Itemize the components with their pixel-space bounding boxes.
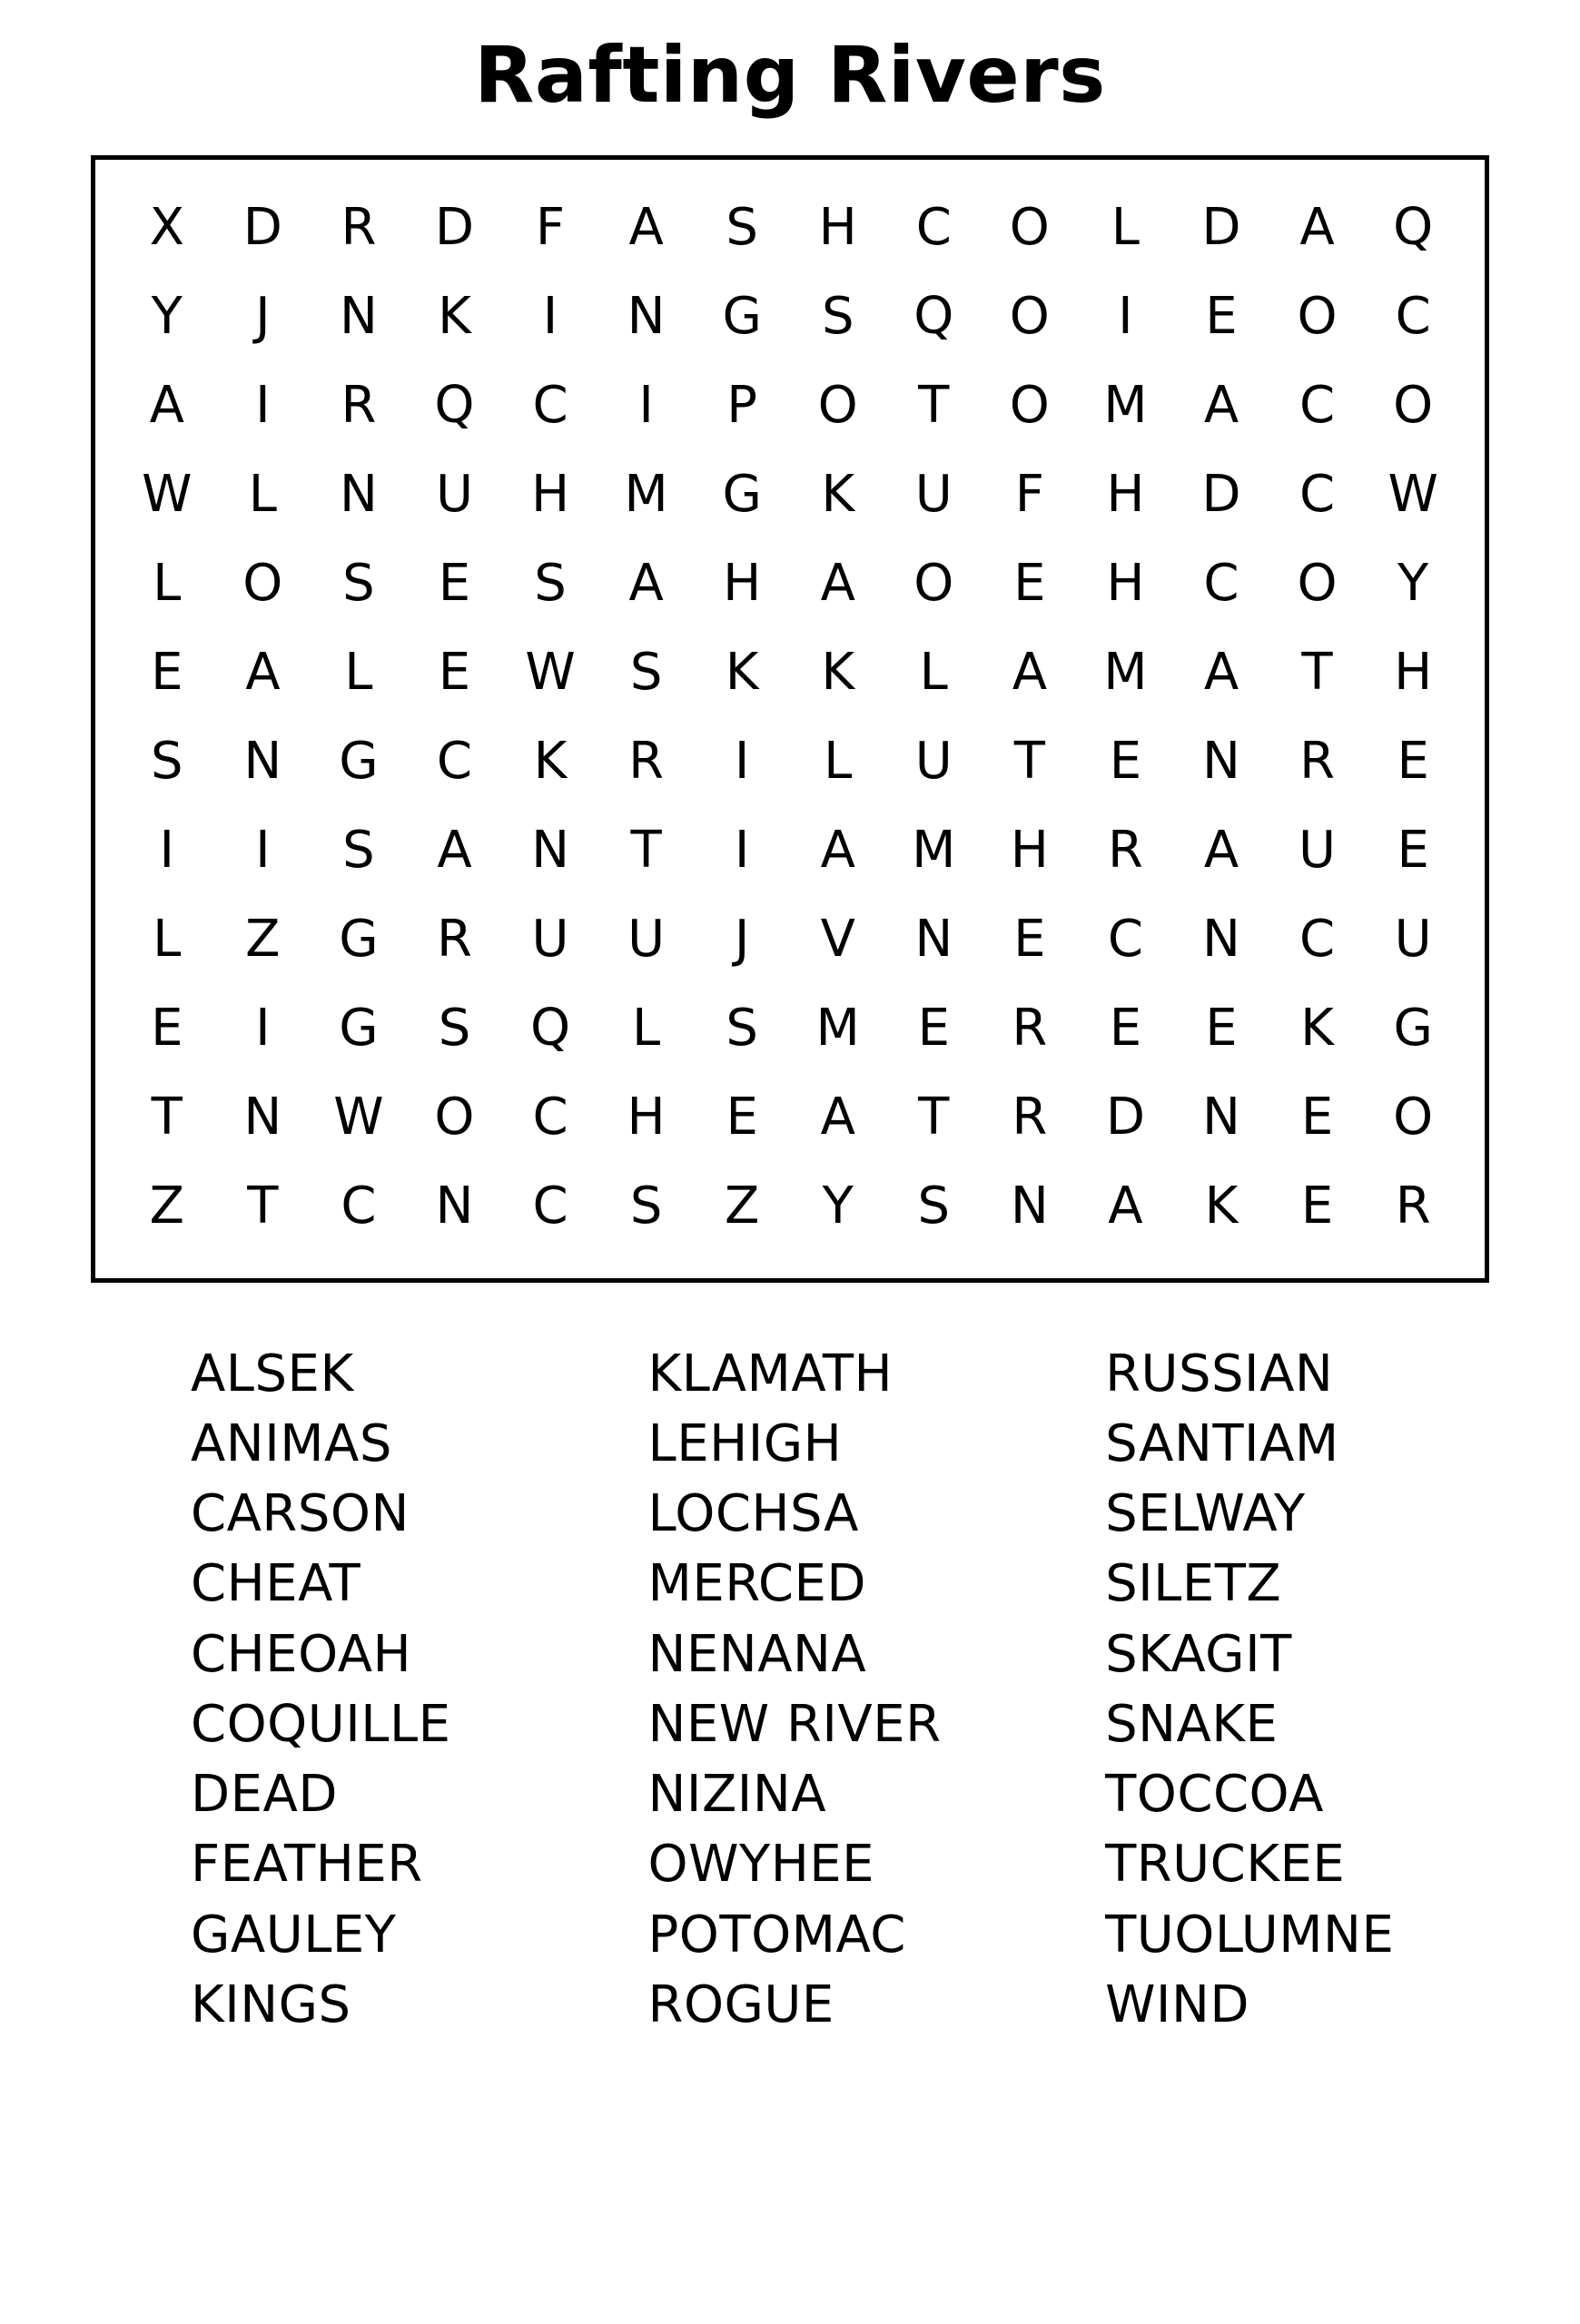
- grid-cell: G: [339, 998, 379, 1058]
- word-list-column-1: [191, 1339, 648, 2041]
- grid-cell: I: [255, 998, 271, 1058]
- grid-cell: M: [1103, 642, 1148, 702]
- word-list-item: RUSSIAN: [1105, 1344, 1334, 1403]
- grid-cell: I: [1118, 286, 1133, 346]
- word-list-item: LEHIGH: [647, 1413, 843, 1473]
- word-list-item: OWYHEE: [647, 1835, 875, 1895]
- word-list-item: ALSEK: [191, 1344, 354, 1403]
- grid-cell: I: [734, 820, 750, 880]
- grid-cell: R: [1299, 731, 1335, 791]
- grid-cell: A: [1108, 1176, 1143, 1236]
- grid-cell: S: [629, 1176, 663, 1236]
- grid-cell: W: [525, 642, 576, 702]
- grid-cell: S: [821, 286, 854, 346]
- grid-cell: C: [341, 1176, 377, 1236]
- grid-cell: N: [627, 286, 666, 346]
- grid-cell: I: [542, 286, 558, 346]
- word-list-item: ANIMAS: [191, 1413, 392, 1473]
- grid-cell: S: [151, 731, 183, 791]
- grid-cell: H: [1106, 553, 1145, 613]
- grid-cell: O: [913, 553, 954, 613]
- grid-cell: Q: [434, 375, 475, 435]
- grid-cell: A: [628, 197, 664, 257]
- puzzle-grid: [119, 183, 1461, 1251]
- grid-cell: I: [255, 820, 271, 880]
- grid-row: [119, 984, 1461, 1073]
- grid-cell: Q: [529, 998, 571, 1058]
- grid-cell: A: [820, 1087, 855, 1147]
- grid-cell: C: [915, 197, 952, 257]
- grid-row: [119, 895, 1461, 984]
- grid-cell: T: [1301, 642, 1333, 702]
- grid-cell: A: [1203, 375, 1239, 435]
- grid-cell: J: [734, 909, 750, 969]
- grid-cell: Y: [822, 1176, 854, 1236]
- grid-cell: O: [1393, 1087, 1434, 1147]
- grid-cell: Z: [724, 1176, 760, 1236]
- grid-cell: H: [1010, 820, 1049, 880]
- grid-cell: E: [1109, 731, 1142, 791]
- grid-cell: N: [914, 909, 953, 969]
- grid-cell: R: [1012, 1087, 1048, 1147]
- word-list-item: NIZINA: [647, 1765, 827, 1825]
- grid-cell: S: [629, 642, 663, 702]
- grid-cell: L: [919, 642, 948, 702]
- grid-cell: K: [1300, 998, 1334, 1058]
- grid-cell: K: [821, 464, 855, 524]
- grid-cell: E: [1397, 820, 1429, 880]
- word-list-item: MERCED: [647, 1554, 866, 1614]
- grid-cell: U: [531, 909, 569, 969]
- grid-cell: O: [1297, 286, 1338, 346]
- grid-cell: O: [434, 1087, 475, 1147]
- grid-cell: S: [342, 820, 375, 880]
- grid-cell: R: [1012, 998, 1048, 1058]
- grid-row: [119, 272, 1461, 361]
- grid-cell: L: [153, 553, 182, 613]
- grid-cell: O: [817, 375, 858, 435]
- grid-cell: I: [638, 375, 654, 435]
- grid-cell: A: [1299, 197, 1335, 257]
- grid-cell: R: [1107, 820, 1143, 880]
- grid-cell: T: [1013, 731, 1045, 791]
- grid-cell: L: [824, 731, 853, 791]
- word-list-item: TUOLUMNE: [1105, 1905, 1395, 1965]
- grid-cell: D: [1201, 197, 1241, 257]
- grid-cell: E: [1013, 553, 1046, 613]
- grid-cell: N: [339, 286, 378, 346]
- word-list-item: FEATHER: [191, 1835, 423, 1895]
- grid-cell: A: [1012, 642, 1047, 702]
- grid-cell: N: [1202, 909, 1240, 969]
- grid-row: [119, 539, 1461, 628]
- grid-cell: M: [912, 820, 956, 880]
- grid-cell: F: [1014, 464, 1044, 524]
- grid-cell: V: [820, 909, 855, 969]
- grid-cell: A: [437, 820, 472, 880]
- grid-cell: A: [820, 820, 855, 880]
- grid-cell: C: [532, 375, 568, 435]
- grid-cell: N: [435, 1176, 474, 1236]
- grid-cell: E: [726, 1087, 758, 1147]
- grid-cell: R: [341, 197, 377, 257]
- grid-cell: Y: [1397, 553, 1429, 613]
- grid-cell: L: [631, 998, 661, 1058]
- grid-cell: L: [344, 642, 373, 702]
- word-list-item: CHEAT: [191, 1554, 361, 1614]
- grid-cell: C: [1299, 464, 1336, 524]
- grid-cell: N: [531, 820, 569, 880]
- grid-cell: O: [1009, 286, 1050, 346]
- word-list-item: LOCHSA: [647, 1484, 859, 1544]
- grid-cell: U: [914, 731, 953, 791]
- grid-cell: X: [149, 197, 184, 257]
- grid-cell: S: [917, 1176, 951, 1236]
- grid-cell: L: [248, 464, 277, 524]
- grid-cell: R: [437, 909, 472, 969]
- grid-cell: F: [535, 197, 566, 257]
- word-list: [82, 1339, 1498, 2041]
- word-list-item: CHEOAH: [191, 1624, 412, 1684]
- word-list-item: SKAGIT: [1105, 1624, 1292, 1684]
- grid-cell: O: [1297, 553, 1338, 613]
- word-list-item: GAULEY: [191, 1905, 397, 1965]
- grid-row: [119, 361, 1461, 450]
- grid-cell: E: [1300, 1087, 1334, 1147]
- word-list-item: SILETZ: [1105, 1554, 1282, 1614]
- grid-cell: Z: [149, 1176, 184, 1236]
- grid-cell: R: [1395, 1176, 1431, 1236]
- grid-cell: K: [725, 642, 759, 702]
- word-list-item: NENANA: [647, 1624, 867, 1684]
- word-list-item: TOCCOA: [1105, 1765, 1324, 1825]
- grid-cell: C: [532, 1087, 568, 1147]
- grid-cell: I: [159, 820, 175, 880]
- grid-cell: H: [1106, 464, 1145, 524]
- word-list-item: CARSON: [191, 1484, 410, 1544]
- grid-row: [119, 1162, 1461, 1251]
- grid-cell: O: [1009, 197, 1050, 257]
- grid-cell: G: [722, 464, 762, 524]
- grid-cell: I: [255, 375, 271, 435]
- grid-row: [119, 450, 1461, 539]
- grid-cell: S: [438, 998, 471, 1058]
- grid-cell: S: [342, 553, 375, 613]
- grid-cell: E: [1013, 909, 1046, 969]
- grid-cell: M: [624, 464, 668, 524]
- grid-row: [119, 628, 1461, 717]
- grid-cell: E: [1109, 998, 1142, 1058]
- grid-cell: K: [438, 286, 471, 346]
- grid-cell: H: [1394, 642, 1433, 702]
- grid-cell: K: [533, 731, 568, 791]
- grid-cell: H: [530, 464, 570, 524]
- grid-cell: U: [1299, 820, 1337, 880]
- grid-cell: D: [1105, 1087, 1145, 1147]
- grid-cell: U: [627, 909, 666, 969]
- grid-row: [119, 1073, 1461, 1162]
- grid-cell: E: [1205, 286, 1238, 346]
- word-list-item: WIND: [1105, 1974, 1249, 2034]
- grid-cell: A: [820, 553, 855, 613]
- grid-cell: G: [339, 731, 379, 791]
- grid-cell: T: [630, 820, 662, 880]
- grid-cell: A: [245, 642, 281, 702]
- grid-cell: N: [339, 464, 378, 524]
- grid-cell: T: [918, 375, 950, 435]
- grid-cell: C: [1395, 286, 1431, 346]
- grid-cell: H: [723, 553, 762, 613]
- grid-cell: J: [255, 286, 271, 346]
- grid-cell: C: [1107, 909, 1143, 969]
- grid-cell: T: [918, 1087, 950, 1147]
- grid-cell: L: [1111, 197, 1140, 257]
- grid-cell: N: [1010, 1176, 1049, 1236]
- grid-cell: U: [435, 464, 473, 524]
- grid-cell: S: [726, 197, 758, 257]
- grid-cell: Q: [913, 286, 954, 346]
- grid-cell: W: [1387, 464, 1438, 524]
- grid-cell: U: [1394, 909, 1432, 969]
- word-list-item: DEAD: [191, 1765, 338, 1825]
- grid-cell: E: [151, 998, 183, 1058]
- grid-cell: H: [627, 1087, 666, 1147]
- grid-cell: C: [1299, 375, 1336, 435]
- grid-cell: W: [142, 464, 193, 524]
- grid-row: [119, 806, 1461, 895]
- grid-cell: G: [1393, 998, 1433, 1058]
- grid-cell: Y: [151, 286, 183, 346]
- puzzle-grid-container: [91, 155, 1489, 1283]
- puzzle-grid-body: [119, 183, 1461, 1251]
- word-list-item: KINGS: [191, 1974, 351, 2034]
- grid-cell: O: [1009, 375, 1050, 435]
- grid-cell: Q: [1393, 197, 1434, 257]
- grid-cell: D: [1201, 464, 1241, 524]
- grid-cell: K: [1204, 1176, 1239, 1236]
- word-list-item: COQUILLE: [191, 1694, 451, 1754]
- grid-row: [119, 183, 1461, 272]
- word-list-item: TRUCKEE: [1105, 1835, 1346, 1895]
- grid-cell: N: [1202, 731, 1240, 791]
- grid-cell: D: [242, 197, 282, 257]
- grid-cell: N: [1202, 1087, 1240, 1147]
- grid-cell: A: [628, 553, 664, 613]
- word-list-column-2: [648, 1339, 1106, 2041]
- grid-cell: E: [1397, 731, 1429, 791]
- grid-cell: E: [438, 553, 471, 613]
- grid-cell: D: [434, 197, 475, 257]
- word-list-item: SELWAY: [1105, 1484, 1306, 1544]
- grid-cell: G: [722, 286, 762, 346]
- grid-cell: A: [1203, 820, 1239, 880]
- grid-cell: O: [242, 553, 283, 613]
- grid-cell: N: [243, 1087, 282, 1147]
- grid-cell: C: [1203, 553, 1239, 613]
- grid-row: [119, 717, 1461, 806]
- grid-cell: R: [628, 731, 665, 791]
- grid-cell: G: [339, 909, 379, 969]
- grid-cell: T: [151, 1087, 183, 1147]
- page-title: Rafting Rivers: [474, 30, 1106, 121]
- word-list-item: POTOMAC: [647, 1905, 906, 1965]
- grid-cell: H: [818, 197, 857, 257]
- grid-cell: A: [1203, 642, 1239, 702]
- grid-cell: S: [534, 553, 567, 613]
- grid-cell: M: [815, 998, 860, 1058]
- word-list-item: SANTIAM: [1105, 1413, 1339, 1473]
- grid-cell: E: [1205, 998, 1238, 1058]
- word-list-item: KLAMATH: [647, 1344, 894, 1403]
- word-list-item: ROGUE: [647, 1974, 834, 2034]
- word-list-column-3: [1105, 1339, 1498, 2041]
- grid-cell: E: [917, 998, 950, 1058]
- word-list-item: NEW RIVER: [647, 1694, 942, 1754]
- grid-cell: C: [1299, 909, 1336, 969]
- word-list-item: SNAKE: [1105, 1694, 1279, 1754]
- grid-cell: T: [247, 1176, 279, 1236]
- grid-cell: E: [438, 642, 471, 702]
- grid-cell: E: [1300, 1176, 1334, 1236]
- grid-cell: U: [914, 464, 953, 524]
- grid-cell: I: [734, 731, 750, 791]
- grid-cell: N: [243, 731, 282, 791]
- grid-cell: Z: [245, 909, 281, 969]
- grid-cell: C: [436, 731, 473, 791]
- grid-cell: C: [532, 1176, 568, 1236]
- grid-cell: E: [151, 642, 183, 702]
- grid-cell: R: [341, 375, 377, 435]
- grid-cell: A: [149, 375, 184, 435]
- grid-cell: S: [726, 998, 758, 1058]
- grid-cell: W: [333, 1087, 384, 1147]
- grid-cell: O: [1393, 375, 1434, 435]
- grid-cell: P: [726, 375, 758, 435]
- grid-cell: L: [153, 909, 182, 969]
- grid-cell: M: [1103, 375, 1148, 435]
- grid-cell: K: [821, 642, 855, 702]
